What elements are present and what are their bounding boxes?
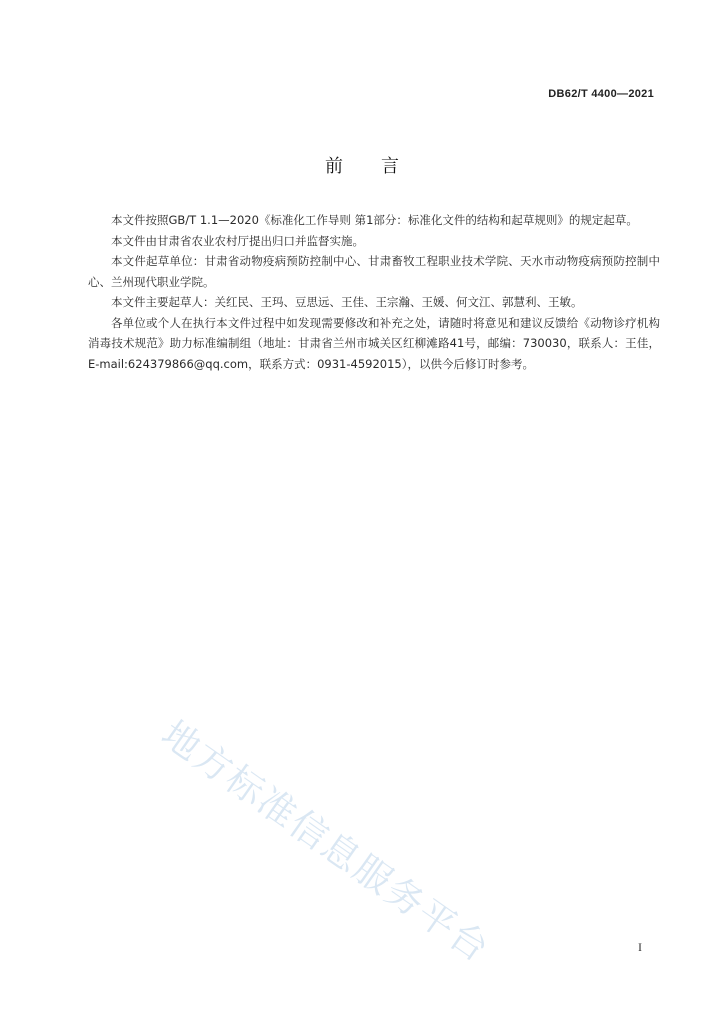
standard-code: DB62/T 4400—2021 bbox=[548, 88, 654, 100]
paragraph-feedback: 各单位或个人在执行本文件过程中如发现需要修改和补充之处，请随时将意见和建议反馈给《动物诊疗机构消毒技术规范》助力标准编制组（地址：甘肃省兰州市城关区红柳滩路41号，邮编：730030，联系人：王佳，E-mail:624379866@qq.com，联系方式：0931-4592015），以供今后修订时参考。 bbox=[88, 315, 660, 371]
paragraph-proposer: 本文件由甘肃省农业农村厅提出归口并监督实施。 bbox=[111, 233, 364, 248]
foreword-body bbox=[88, 210, 660, 374]
page-number: I bbox=[638, 940, 642, 954]
paragraph-drafters: 本文件主要起草人：关红民、王玛、豆思远、王佳、王宗瀚、王媛、何文江、郭慧利、王敏。 bbox=[111, 295, 583, 309]
paragraph-drafting-units: 本文件起草单位：甘肃省动物疫病预防控制中心、甘肃畜牧工程职业技术学院、天水市动物疫病预防控制中心、兰州现代职业学院。 bbox=[88, 254, 660, 289]
paragraph-drafting-rules: 本文件按照GB/T 1.1—2020《标准化工作导则 第1部分：标准化文件的结构和起草规则》的规定起草。 bbox=[111, 213, 638, 227]
page-title: 前言 bbox=[325, 156, 437, 177]
watermark: 地方标准信息服务平台 bbox=[153, 712, 498, 972]
